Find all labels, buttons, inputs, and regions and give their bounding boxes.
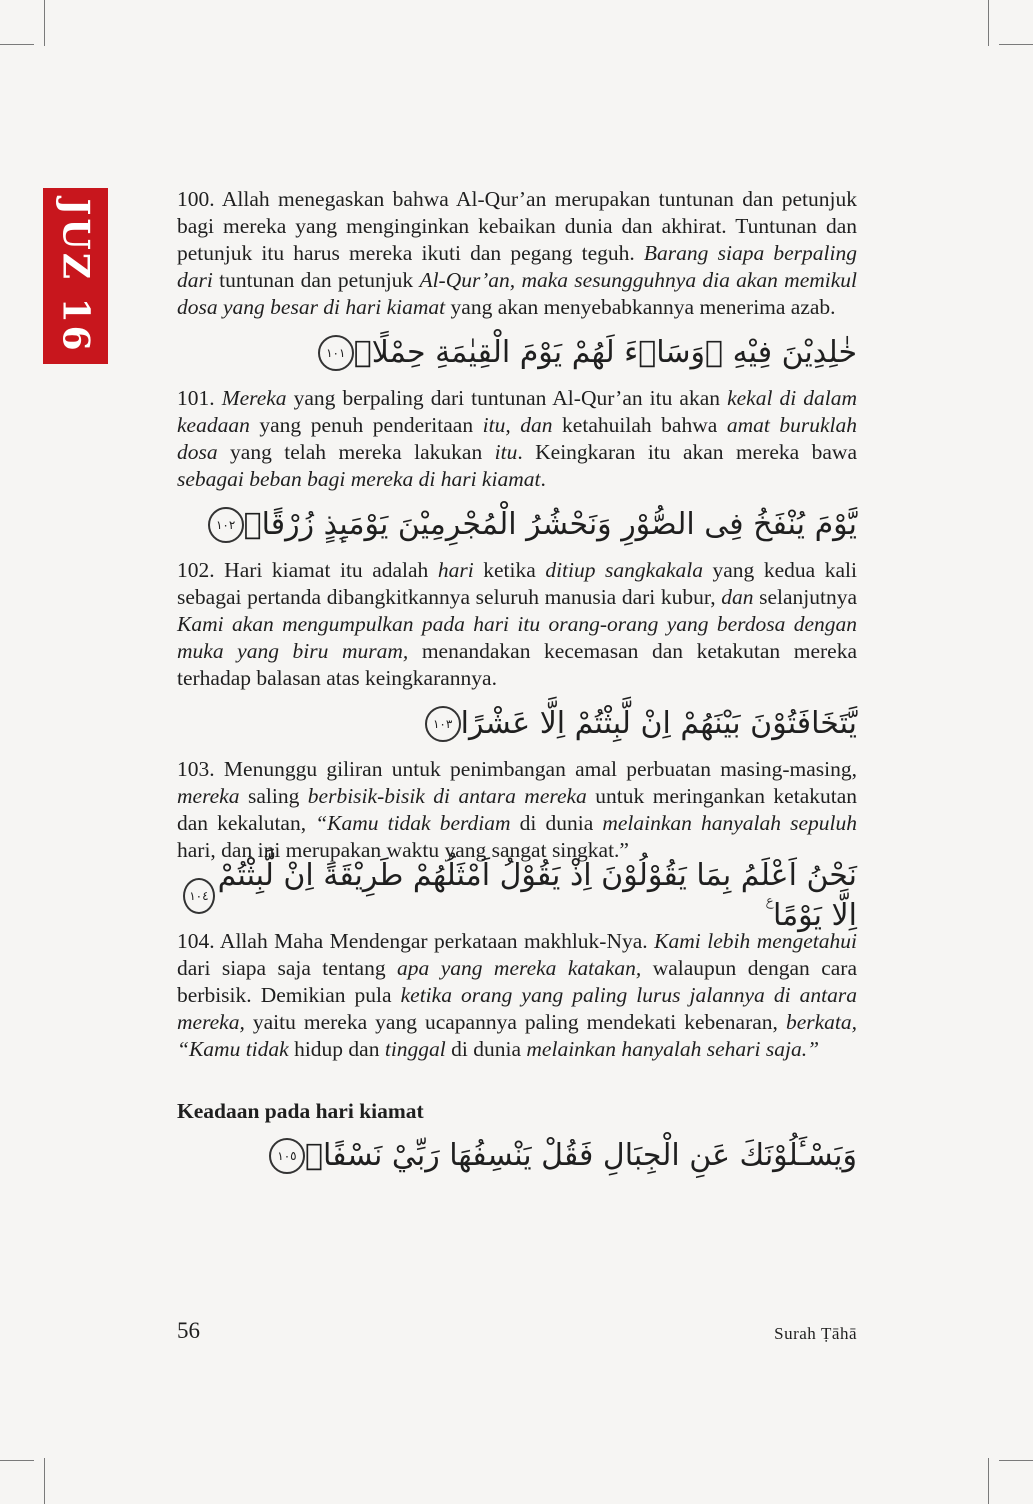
translation-101: [177, 385, 857, 493]
italic-segment: itu: [494, 440, 518, 464]
text-segment: 102. Hari kiamat itu adalah: [177, 558, 438, 582]
crop-mark: [0, 44, 34, 45]
italic-segment: amat buruklah dosa: [177, 413, 857, 464]
text-segment: hari, dan ini merupakan waktu yang sangat singkat.”: [177, 838, 629, 862]
translation-100: [177, 186, 857, 321]
ayah-number-icon: ١٠٢: [208, 507, 244, 543]
italic-segment: “Kamu tidak berdiam: [315, 811, 511, 835]
crop-mark: [999, 1460, 1033, 1461]
text-segment: ketahuilah bahwa: [552, 413, 727, 437]
crop-mark: [0, 1460, 34, 1461]
translation-103: [177, 756, 857, 864]
italic-segment: mereka: [177, 784, 240, 808]
juz-label: JUZ 16: [54, 198, 97, 354]
text-segment: .: [540, 467, 546, 491]
text-segment: saling: [239, 784, 308, 808]
verse-text: خٰلِدِيْنَ فِيْهِ ۗوَسَاۤءَ لَهُمْ يَوْمَ الْقِيٰمَةِ حِمْلًاۙ: [353, 335, 857, 370]
verse-text: يَّتَخَافَتُوْنَ بَيْنَهُمْ اِنْ لَّبِثْتُمْ اِلَّا عَشْرًا: [460, 706, 857, 741]
section-heading: Keadaan pada hari kiamat: [177, 1099, 424, 1123]
italic-segment: hari: [437, 558, 474, 582]
italic-segment: tinggal: [384, 1037, 446, 1061]
ayah-number-icon: ١٠١: [318, 335, 354, 371]
crop-mark: [44, 0, 45, 46]
text-segment: 104. Allah Maha Mendengar perkataan makhluk-Nya.: [177, 929, 655, 953]
text-segment: yang kedua kali sebagai pertanda dibangkitkannya seluruh manusia dari kubur,: [177, 558, 857, 609]
text-segment: 100. Allah menegaskan bahwa Al-Qur’an merupakan tuntunan dan petunjuk bagi mereka yang menginginkan kebaikan dunia dan akhirat. Tuntunan dan petunjuk itu harus mereka ikuti dan pegang teguh.: [177, 187, 857, 265]
italic-segment: Mereka: [221, 386, 287, 410]
text-segment: 101.: [177, 386, 222, 410]
italic-segment: Al-Qur’an, maka sesungguhnya dia akan memikul dosa yang besar di hari kiamat: [177, 268, 857, 319]
italic-segment: Kami lebih mengetahui: [654, 929, 858, 953]
italic-segment: kekal di dalam keadaan: [177, 386, 858, 437]
verse-104: [177, 858, 857, 933]
text-segment: yaitu mereka yang ucapannya paling mendekati kebenaran,: [244, 1010, 786, 1034]
crop-mark: [988, 0, 989, 46]
ayah-number-icon: ١٠٤: [183, 878, 215, 914]
translation-102: [177, 557, 857, 692]
juz-tab: [43, 188, 108, 364]
text-segment: 103. Menunggu giliran untuk penimbangan amal perbuatan masing-masing,: [177, 757, 857, 781]
text-segment: ketika: [473, 558, 546, 582]
text-segment: walaupun dengan cara berbisik. Demikian pula: [177, 956, 858, 1007]
text-segment: yang telah mereka lakukan: [217, 440, 495, 464]
italic-segment: ketika orang yang paling lurus jalannya di antara mereka,: [177, 983, 857, 1034]
italic-segment: ditiup sangkakala: [545, 558, 703, 582]
text-segment: yang berpaling dari tuntunan Al-Qur’an itu akan: [286, 386, 728, 410]
verse-text: نَحْنُ اَعْلَمُ بِمَا يَقُوْلُوْنَ اِذْ يَقُوْلُ اَمْثَلُهُمْ طَرِيْقَةً اِنْ لَّبِثْتُمْ اِلَّا يَوْمًا ࣖ: [217, 858, 857, 933]
italic-segment: Kami akan mengumpulkan pada hari itu orang-orang yang berdosa dengan muka yang biru muram,: [177, 612, 857, 663]
italic-segment: itu, dan: [482, 413, 553, 437]
verse-102: [177, 493, 857, 557]
ayah-number-icon: ١٠٣: [425, 706, 461, 742]
text-segment: di dunia: [510, 811, 603, 835]
translation-104: [177, 928, 857, 1063]
text-segment: dari siapa saja tentang: [177, 956, 398, 980]
page-number: 56: [177, 1318, 200, 1343]
crop-mark: [988, 1458, 989, 1504]
page-content: [177, 186, 857, 1188]
text-segment: . Keingkaran itu akan mereka bawa: [517, 440, 857, 464]
italic-segment: apa yang mereka katakan,: [397, 956, 642, 980]
verse-103: [177, 692, 857, 756]
italic-segment: Barang siapa berpaling dari: [177, 241, 857, 292]
verse-text: يَّوْمَ يُنْفَخُ فِى الصُّوْرِ وَنَحْشُرُ الْمُجْرِمِيْنَ يَوْمَىِٕذٍ زُرْقًاۖ: [243, 507, 857, 542]
text-segment: di dunia: [445, 1037, 527, 1061]
text-segment: selanjutnya: [753, 585, 857, 609]
crop-mark: [999, 44, 1033, 45]
verse-105: [177, 1124, 857, 1188]
italic-segment: melainkan hanyalah sepuluh: [602, 811, 857, 835]
verse-101: [177, 321, 857, 385]
ayah-number-icon: ١٠٥: [269, 1138, 305, 1174]
running-footer-surah: Surah Ṭāhā: [774, 1324, 857, 1343]
italic-segment: dan: [721, 585, 754, 609]
text-segment: hidup dan: [288, 1037, 385, 1061]
text-segment: yang akan menyebabkannya menerima azab.: [445, 295, 836, 319]
italic-segment: melainkan hanyalah sehari saja.”: [526, 1037, 820, 1061]
text-segment: tuntunan dan petunjuk: [212, 268, 420, 292]
italic-segment: berbisik-bisik di antara mereka: [307, 784, 587, 808]
italic-segment: sebagai beban bagi mereka di hari kiamat: [177, 467, 541, 491]
crop-mark: [44, 1458, 45, 1504]
text-segment: yang penuh penderitaan: [249, 413, 483, 437]
text-segment: menandakan kecemasan dan ketakutan mereka terhadap balasan atas keingkarannya.: [177, 639, 857, 690]
italic-segment: berkata, “Kamu tidak: [177, 1010, 857, 1061]
text-segment: untuk meringankan ketakutan dan kekalutan,: [177, 784, 857, 835]
verse-text: وَيَسْـَٔلُوْنَكَ عَنِ الْجِبَالِ فَقُلْ يَنْسِفُهَا رَبِّيْ نَسْفًاۙ: [304, 1138, 857, 1173]
